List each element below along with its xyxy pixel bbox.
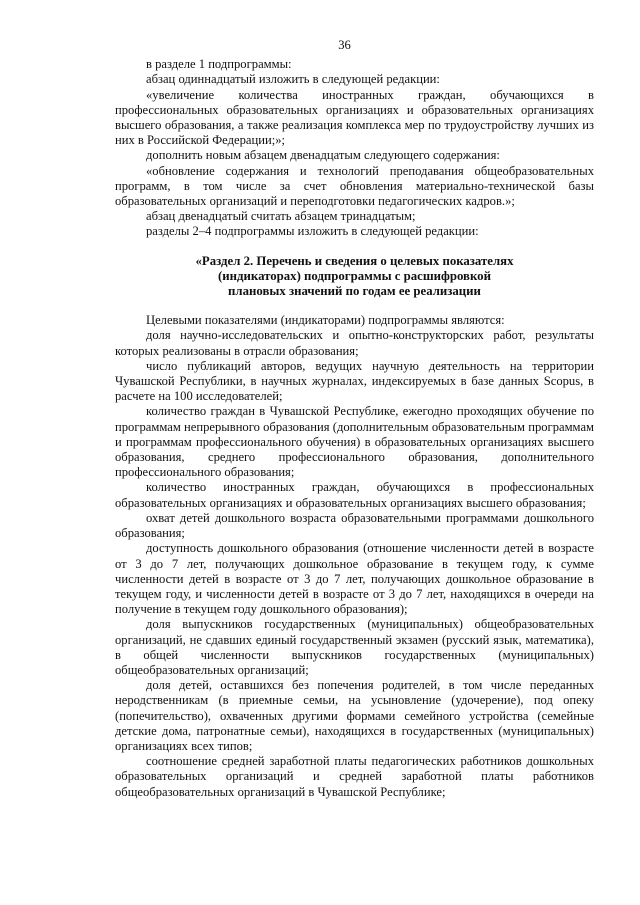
page-number: 36 <box>338 38 351 52</box>
paragraph: доступность дошкольного образования (отношение численности детей в возрасте от 3 до 7 лет, получающих дошкольное образование в текущем году, к сумме численности детей в возрасте от 3 до 7 лет, получающих дошкольное образование в текущем году, и численности детей в возрасте от 3 до 7 лет, находящихся в очереди на получение в текущем году дошкольного образования); <box>115 541 594 617</box>
paragraph: дополнить новым абзацем двенадцатым следующего содержания: <box>146 148 500 163</box>
paragraph: «увеличение количества иностранных граждан, обучающихся в профессиональных образовательных организациях и образовательных организациях высшего образования, а также реализация комплекса мер по трудоустройству лучших из них в Российской Федерации;»; <box>115 87 594 148</box>
paragraph: соотношение средней заработной платы педагогических работников дошкольных образовательных организаций и средней заработной платы работников общеобразовательных организаций в Чувашской Республике; <box>115 754 594 799</box>
intro-section <box>115 57 594 239</box>
heading-line: плановых значений по годам ее реализации <box>228 284 481 299</box>
paragraph: Целевыми показателями (индикаторами) подпрограммы являются: <box>146 313 505 328</box>
paragraph: доля детей, оставшихся без попечения родителей, в том числе переданных неродственникам (в приемные семьи, на усыновление (удочерение), под опеку (попечительство), охваченных другими формами семейного устройства (семейные детские дома, патронатные семьи), находящихся в государственных (муниципальных) организациях всех типов; <box>115 678 594 753</box>
paragraph: абзац одиннадцатый изложить в следующей редакции: <box>146 72 440 87</box>
paragraph: охват детей дошкольного возраста образовательными программами дошкольного образования; <box>115 510 594 541</box>
paragraph: количество граждан в Чувашской Республике, ежегодно проходящих обучение по программам непрерывного образования (дополнительным образовательным программам и программам профессионального обучения) в образовательных организациях высшего образования, среднего профессионального образования, дополнительного профессионального образования; <box>115 404 594 480</box>
paragraph: число публикаций авторов, ведущих научную деятельность на территории Чувашской Республики, в научных журналах, индексируемых в базе данных Scopus, в расчете на 100 исследователей; <box>115 358 594 404</box>
body-section <box>115 313 594 800</box>
paragraph: в разделе 1 подпрограммы: <box>146 57 292 72</box>
heading-line: (индикаторах) подпрограммы с расшифровкой <box>218 268 491 283</box>
paragraph: «обновление содержания и технологий преподавания общеобразовательных программ, в том числе за счет обновления материально-технической базы образовательных организаций и переподготовки педагогических кадров.»; <box>115 163 594 209</box>
section-heading <box>115 254 594 300</box>
paragraph: разделы 2–4 подпрограммы изложить в следующей редакции: <box>146 224 479 239</box>
paragraph: количество иностранных граждан, обучающихся в профессиональных образовательных организациях и образовательных организациях высшего образования; <box>115 480 594 510</box>
paragraph: доля научно-исследовательских и опытно-конструкторских работ, результаты которых реализованы в отрасли образования; <box>115 328 594 358</box>
paragraph: доля выпускников государственных (муниципальных) общеобразовательных организаций, не сдавших единый государственный экзамен (русский язык, математика), в общей численности выпускников государственных (муниципальных) общеобразовательных организаций; <box>115 617 594 677</box>
heading-line: «Раздел 2. Перечень и сведения о целевых показателях <box>195 253 514 268</box>
paragraph: абзац двенадцатый считать абзацем тринадцатым; <box>146 209 416 224</box>
